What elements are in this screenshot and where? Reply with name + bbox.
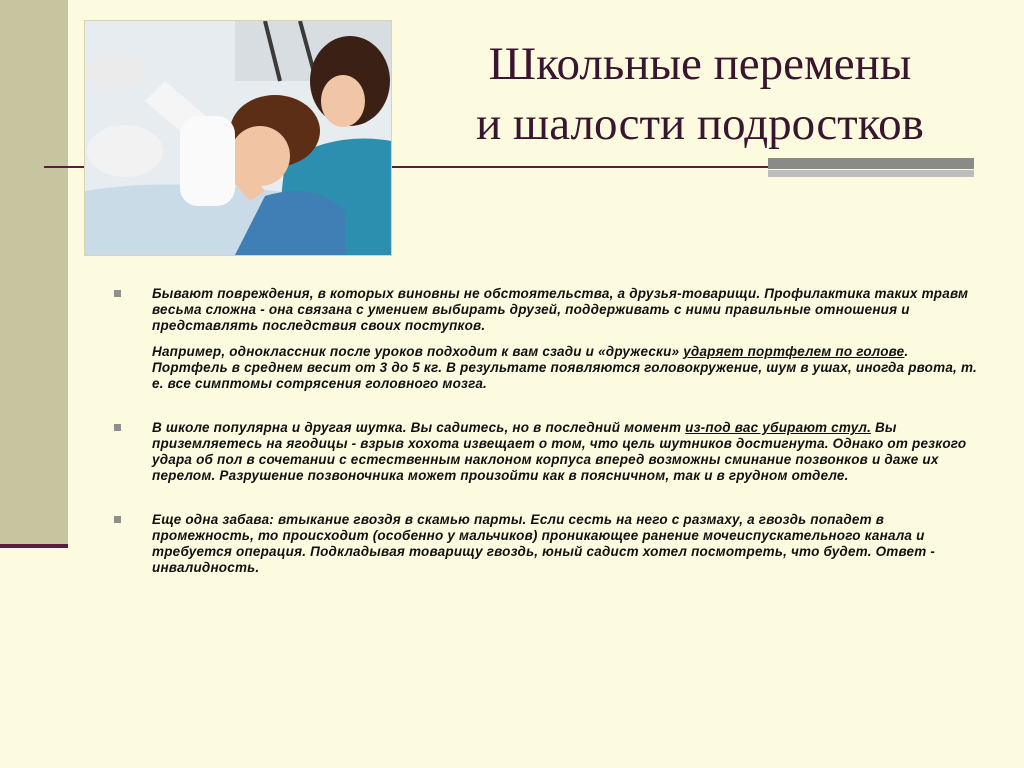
gray-bar-bottom xyxy=(768,170,974,177)
left-decorative-bar xyxy=(0,0,68,546)
bullet-item-3 xyxy=(110,512,980,576)
item-2-text-a: В школе популярна и другая шутка. Вы садитесь, но в последний момент xyxy=(152,420,686,435)
bullet-item-1 xyxy=(110,286,980,392)
medical-photo-icon xyxy=(85,21,391,255)
item-1-paragraph-1: Бывают повреждения, в которых виновны не обстоятельства, а друзья-товарищи. Профилактика таких травм весьма сложна - она связана с умением выбирать друзей, поддерживать с ними правильные отношения и представлять последствия своих поступков. xyxy=(152,286,969,333)
decorative-gray-bar xyxy=(768,158,974,178)
medical-photo xyxy=(84,20,392,256)
item-1-paragraph-2 xyxy=(152,344,980,392)
gray-bar-top xyxy=(768,158,974,169)
square-bullet-icon xyxy=(114,424,121,431)
square-bullet-icon xyxy=(114,290,121,297)
item-1-text-a: Например, одноклассник после уроков подходит к вам сзади и «дружески» xyxy=(152,344,684,359)
left-bar-underline xyxy=(0,544,68,548)
title-line-1: Школьные перемены xyxy=(488,38,912,90)
item-1-underlined-text: ударяет портфелем по голове xyxy=(683,344,905,359)
title-rule-left xyxy=(44,166,84,168)
item-1-text-b: . Портфель в среднем весит от 3 до 5 кг. В результате появляются головокружение, шум в ушах, иногда рвота, т. е. все симптомы сотрясения головного мозга. xyxy=(152,344,977,391)
item-3-paragraph: Еще одна забава: втыкание гвоздя в скамью парты. Если сесть на него с размаху, а гвоздь попадет в промежность, то происходит (особенно у мальчиков) проникающее ранение мочеиспускательного канала и требуется операция. Подкладывая товарищу гвоздь, юный садист хотел посмотреть, что будет. Ответ - инвалидность. xyxy=(152,512,936,575)
item-2-text-b: Вы приземляетесь на ягодицы - взрыв хохота извещает о том, что цель шутников достигнута. Однако от резкого удара об пол в сочетании с естественным наклоном корпуса вперед возможны сминание позвонков и даже их перелом. Разрушение позвоночника может произойти как в поясничном, так и в грудном отделе. xyxy=(152,420,967,483)
bullet-item-2 xyxy=(110,420,980,484)
slide-content xyxy=(110,286,980,604)
square-bullet-icon xyxy=(114,516,121,523)
item-2-paragraph xyxy=(152,420,980,484)
slide-title xyxy=(410,34,990,154)
item-2-underlined-text: из-под вас убирают стул. xyxy=(685,420,872,435)
title-line-2: и шалости подростков xyxy=(476,98,924,150)
